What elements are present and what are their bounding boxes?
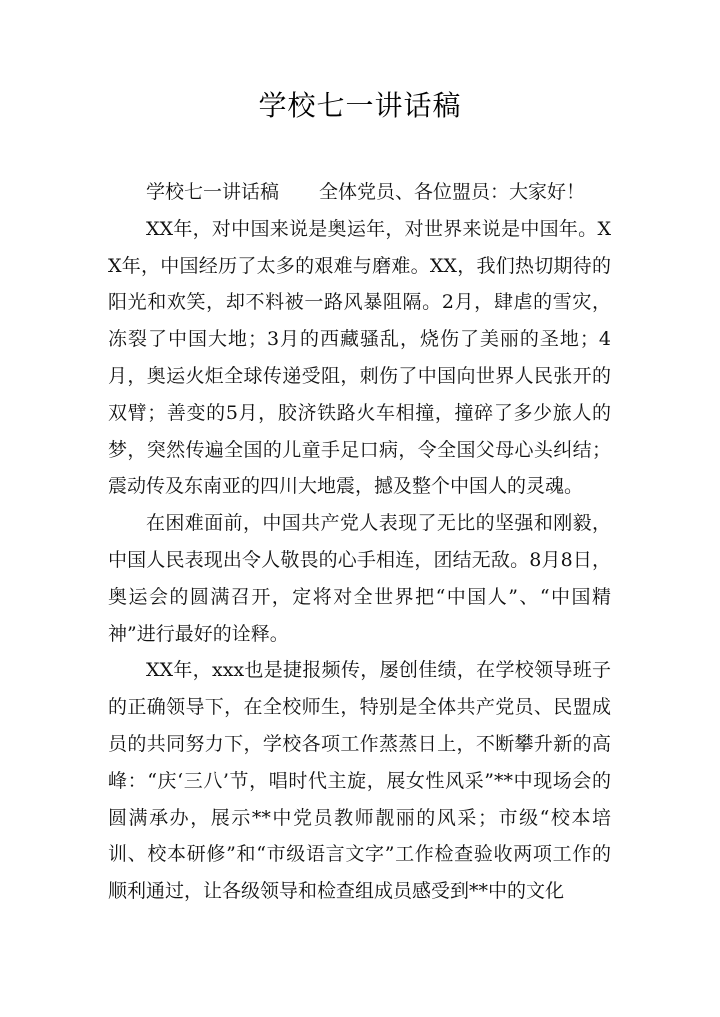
- greeting-heading: 学校七一讲话稿: [146, 181, 280, 203]
- document-body: [108, 174, 611, 910]
- paragraph-3: XX年，xxx也是捷报频传，屡创佳绩，在学校领导班子的正确领导下，在全校师生，特别是全体共产党员、民盟成员的共同努力下，学校各项工作蒸蒸日上，不断攀升新的高峰：“庆‘三八’节，唱时代主旋，展女性风采”**中现场会的圆满承办，展示**中党员教师靓丽的风采；市级“校本培训、校本研修”和“市级语言文字”工作检查验收两项工作的顺利通过，让各级领导和检查组成员感受到**中的文化: [108, 659, 611, 903]
- paragraph-2: 在困难面前，中国共产党人表现了无比的坚强和刚毅，中国人民表现出令人敬畏的心手相连，团结无敌。8月8日，奥运会的圆满召开，定将对全世界把“中国人”、“中国精神”进行最好的诠释。: [108, 512, 611, 645]
- greeting-paragraph: [108, 174, 611, 211]
- greeting-salutation: 全体党员、各位盟员：大家好！: [319, 181, 586, 203]
- document-title: 学校七一讲话稿: [258, 89, 462, 122]
- paragraph-1: XX年，对中国来说是奥运年，对世界来说是中国年。XX年，中国经历了太多的艰难与磨难。XX，我们热切期待的阳光和欢笑，却不料被一路风暴阻隔。2月，肆虐的雪灾，冻裂了中国大地；3月的西藏骚乱，烧伤了美丽的圣地；4月，奥运火炬全球传递受阻，刺伤了中国向世界人民张开的双臂；善变的5月，胶济铁路火车相撞，撞碎了多少旅人的梦，突然传遍全国的儿童手足口病，令全国父母心头纠结；震动传及东南亚的四川大地震，撼及整个中国人的灵魂。: [108, 217, 611, 498]
